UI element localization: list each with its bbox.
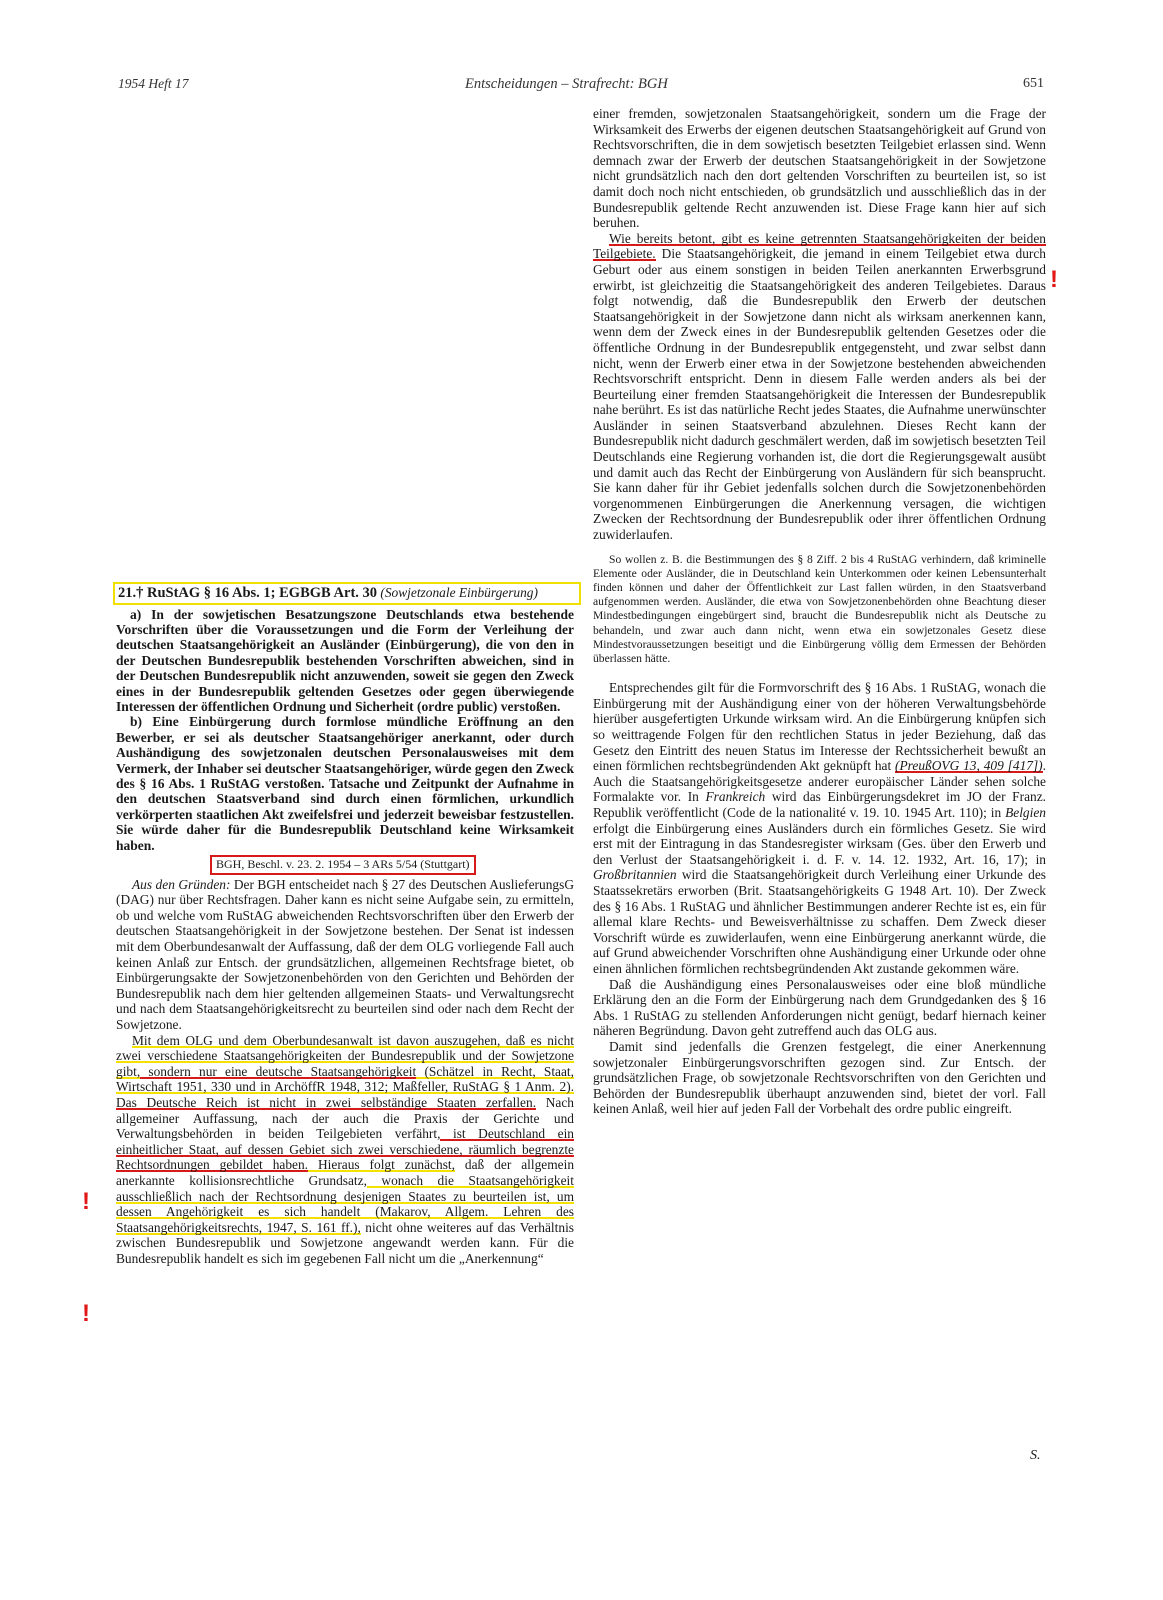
right-column	[593, 106, 1046, 1117]
decision-heading	[113, 582, 581, 605]
court-citation: BGH, Beschl. v. 23. 2. 1954 – 3 ARs 5/54 (Stuttgart)	[210, 855, 476, 875]
headnotes	[116, 607, 574, 854]
running-header-left: 1954 Heft 17	[118, 76, 189, 91]
margin-exclamation-mark: !	[82, 1188, 90, 1215]
highlight-yellow: wonach die Staatsangehörigkeit ausschließlich nach der Rechtsordnung desjenigen Staates zu beurteilen ist, um dessen Angehörigkeit es sich handelt (Makarov, Allgem. Lehren des Staatsangehörigkeitsrechts, 1947, S. 161 ff.),	[116, 1172, 575, 1235]
margin-exclamation-mark: !	[82, 1300, 90, 1327]
headnote-a: a) In der sowjetischen Besatzungszone Deutschlands etwa bestehende Vorschriften über die Voraussetzungen und die Form der Verleihung der deutschen Staatsangehörigkeit an Ausländer (Einbürgerung), die von den in der Deutschen Bundesrepublik bestehenden Vorschriften abweichen, sind in der Deutschen Bundesrepublik nicht anzuwenden, soweit sie gegen den Zweck eines in der Bundesrepublik geltenden Gesetzes oder gegen überwiegende Interessen der öffentlichen Ordnung und Sicherheit (ordre public) verstoßen.	[116, 606, 574, 715]
highlight-red-citation: (PreußOVG 13, 409 [417])	[895, 758, 1043, 774]
page-number: 651	[1023, 76, 1044, 91]
author-signature: S.	[1030, 1448, 1041, 1463]
highlight-red: ist Deutschland ein einheitlicher Staat, auf dessen Gebiet sich zwei verschiedene, räumlich begrenzte Rechtsordnungen gebildet haben.	[116, 1126, 574, 1173]
paragraph: Entsprechendes gilt für die Formvorschrift des § 16 Abs. 1 RuStAG, wonach die Einbürgerung mit der Aushändigung einer von der höheren Verwaltungsbehörde hierüber ausgefertigten Urkunde wirksam wird. An die Einbürgerung knüpfen sich so weittragende Folgen für den rechtlichen Status in jeder Beziehung, daß das Gesetz den Eintritt des neuen Status im Interesse der Rechtssicherheit bewußt an einen förmlichen rechtsbegründenden Akt geknüpft hat (PreußOVG 13, 409 [417]). Auch die Staatsangehörigkeitsgesetze anderer europäischer Länder sehen solche Formalakte vor. In Frankreich wird das Einbürgerungsdekret im JO der Franz. Republik veröffentlicht (Code de la nationalité v. 19. 10. 1945 Art. 110); in Belgien erfolgt die Einbürgerung eines Ausländers durch ein förmliches Gesetz. Sie wird erst mit der Eintragung in das Standesregister wirksam (Ges. über den Erwerb und den Verlust der Staatsangehörigkeit i. d. F. v. 14. 12. 1932, Art. 16, 17); in Großbritannien wird die Staatsangehörigkeit durch Verleihung einer Urkunde des Staatssekretärs erworben (Brit. Staatsangehörigkeits G 1948 Art. 10). Der Zweck des § 16 Abs. 1 RuStAG und ähnlicher Bestimmungen anderer Rechte ist es, ein für allemal klare Rechts- und Beweisverhältnisse zu schaffen. Dem Zweck dieser Vorschrift würde es zuwiderlaufen, wenn eine Einbürgerung anerkannt würde, die auf Grund abweichender Vorschriften ohne Aushändigung einer Urkunde oder ohne einen ähnlichen förmlichen rechtsbegründenden Akt zustande gekommen wäre.	[593, 680, 1047, 976]
paragraph: Daß die Aushändigung eines Personalausweises oder eine bloß mündliche Erklärung den an die Form der Einbürgerung nach dem Grundgedanken des § 16 Abs. 1 RuStAG zu stellenden Anforderungen nicht genügt, bedarf hiernach keiner näheren Begründung. Davon geht zutreffend auch das OLG aus.	[593, 976, 1046, 1039]
paragraph: Damit sind jedenfalls die Grenzen festgelegt, die einer Anerkennung sowjetzonaler Einbürgerungsvorschriften gezogen sind. Zur Entsch. der grundsätzlichen Frage, ob sowjetzonale Rechtsvorschriften von den Gerichten und Behörden der Bundesrepublik überhaupt anzuwenden sind, bietet der vorl. Fall keinen Anlaß, weil hier auf jeden Fall der Vorbehalt des ordre public eingreift.	[593, 1038, 1046, 1117]
section-label: Aus den Gründen:	[132, 876, 231, 892]
margin-exclamation-mark: !	[1050, 266, 1058, 293]
highlight-yellow: Mit dem OLG und dem Oberbundesanwalt ist davon auszugehen, daß es nicht zwei verschiedene Staatsangehörigkeiten der Bundesrepublik und der Sowjetzone gibt,	[116, 1032, 574, 1079]
highlight-red: sondern nur eine deutsche Staatsangehörigkeit	[140, 1063, 417, 1079]
decision-topic: (Sowjetzonale Einbürgerung)	[380, 585, 538, 600]
highlight-yellow: (Schätzel in Recht, Staat, Wirtschaft 1951, 330 und in ArchöffR 1948, 312; Maßfeller, RuStAG § 1 Anm. 2).	[116, 1063, 574, 1095]
paragraph: Wie bereits betont, gibt es keine getrennten Staatsangehörigkeiten der beiden Teilgebiete. Die Staatsangehörigkeit, die jemand in einem Teilgebiet etwa durch Geburt oder aus einem sonstigen in beiden Teilen anerkannten Erwerbsgrund erwirbt, ist gleichzeitig die Staatsangehörigkeit des anderen Teilgebietes. Daraus folgt notwendig, daß die Bundesrepublik den Erwerb der deutschen Staatsangehörigkeit in der Sowjetzone dann nicht als wirksam anerkennen kann, wenn dem der Zweck eines in der Bundesrepublik geltenden Gesetzes oder die öffentliche Ordnung in der Bundesrepublik entgegensteht, und zwar selbst dann nicht, wenn der Erwerb einer etwa in der Sowjetzone bestehenden abweichenden Rechtsvorschrift entspricht. Denn in diesem Falle werden anders als bei der Beurteilung einer fremden Staatsangehörigkeit die Interessen der Bundesrepublik nahe berührt. Es ist das natürliche Recht jedes Staates, die Aufnahme unerwünschter Ausländer in seinen Staatsverband abzulehnen. Dieses Recht kann der Bundesrepublik nicht dadurch geschmälert werden, daß im sowjetisch besetzten Teil Deutschlands eine Regierung vorhanden ist, die dort die Regierungsgewalt ausübt und damit auch das Recht der Einbürgerung von Ausländern für sich beansprucht. Sie kann daher für ihr Gebiet jedenfalls solchen durch die Sowjetzonenbehörden vorgenommenen Einbürgerungen die Anerkennung versagen, die wichtigen Zwecken der Rechtsordnung der Bundesrepublik oder ihrer öffentlichen Ordnung zuwiderlaufen.	[593, 230, 1046, 543]
paragraph: einer fremden, sowjetzonalen Staatsangehörigkeit, sondern um die Frage der Wirksamkeit des Erwerbs der eigenen deutschen Staatsangehörigkeit auf Grund von Rechtsvorschriften, die in dem sowjetisch besetzten Teilgebiet erlassen sind. Wenn demnach zwar der Erwerb der deutschen Staatsangehörigkeit in der Sowjetzone nicht grundsätzlich nach den dort geltenden Vorschriften zu beurteilen ist, so ist damit doch noch nicht entschieden, ob grundsätzlich und ausschließlich das in der Bundesrepublik geltende Recht anzuwenden ist. Diese Frage kann hier auf sich beruhen.	[593, 106, 1046, 231]
highlight-red: Das Deutsche Reich ist nicht in zwei selbständige Staaten zerfallen.	[116, 1095, 537, 1110]
paragraph: Mit dem OLG und dem Oberbundesanwalt ist davon auszugehen, daß es nicht zwei verschiedene Staatsangehörigkeiten der Bundesrepublik und der Sowjetzone gibt, sondern nur eine deutsche Staatsangehörigkeit (Schätzel in Recht, Staat, Wirtschaft 1951, 330 und in ArchöffR 1948, 312; Maßfeller, RuStAG § 1 Anm. 2). Das Deutsche Reich ist nicht in zwei selbständige Staaten zerfallen. Nach allgemeiner Auffassung, nach der auch die Praxis der Gerichte und Verwaltungsbehörden in beiden Teilgebieten verfährt, ist Deutschland ein einheitlicher Staat, auf dessen Gebiet sich zwei verschiedene, räumlich begrenzte Rechtsordnungen gebildet haben. Hieraus folgt zunächst, daß der allgemein anerkannte kollisionsrechtliche Grundsatz, wonach die Staatsangehörigkeit ausschließlich nach der Rechtsordnung desjenigen Staates zu beurteilen ist, um dessen Angehörigkeit es sich handelt (Makarov, Allgem. Lehren des Staatsangehörigkeitsrechts, 1947, S. 161 ff.), nicht ohne weiteres auf das Verhältnis zwischen Bundesrepublik und Sowjetzone angewandt werden kann. Für die Bundesrepublik handelt es sich im gegebenen Fall nicht um die „Anerkennung“	[116, 1032, 575, 1266]
left-column	[116, 582, 574, 1267]
highlight-yellow: Hieraus folgt zunächst,	[308, 1157, 455, 1173]
highlight-red: Wie bereits betont, gibt es keine getrennten Staatsangehörigkeiten der beiden Teilgebiete.	[593, 230, 1046, 262]
decision-number: 21.† RuStAG § 16 Abs. 1; EGBGB Art. 30	[118, 585, 378, 601]
running-header-title: Entscheidungen – Strafrecht: BGH	[465, 76, 668, 92]
footnote-paragraph: So wollen z. B. die Bestimmungen des § 8 Ziff. 2 bis 4 RuStAG verhindern, daß kriminelle Elemente oder Ausländer, die in Deutschland kein Unterkommen oder keinen Lebensunterhalt finden können und daher der Öffentlichkeit zur Last fallen würden, in den Staatsverband aufgenommen werden. Ausländer, die etwa von Sowjetzonenbehörden ohne Beachtung dieser Mindestbedingungen eingebürgert sind, braucht die Bundesrepublik nicht als Deutsche zu behandeln, und zwar auch dann nicht, wenn etwa ein sowjetzonales Gesetz diese Mindestvoraussetzungen beseitigt und die Einbürgerung völlig dem Ermessen der Behörden überlassen hätte.	[593, 552, 1046, 666]
headnote-b: b) Eine Einbürgerung durch formlose mündliche Eröffnung an den Bewerber, er sei als deutscher Staatsangehöriger anerkannt, oder durch Aushändigung des sowjetzonalen deutschen Personalausweises mit dem Vermerk, der Inhaber sei deutscher Staatsangehöriger, würde gegen den Zweck des § 16 Abs. 1 RuStAG verstoßen. Tatsache und Zeitpunkt der Aufnahme in den deutschen Staatsverband sind durch einen förmlichen, urkundlich verkörperten staatlichen Akt zweifelsfrei und jederzeit beweisbar festzustellen. Sie würde daher für die Bundesrepublik Deutschland keine Wirksamkeit haben.	[116, 714, 574, 853]
paragraph: Aus den Gründen: Der BGH entscheidet nach § 27 des Deutschen AuslieferungsG (DAG) nur über Rechtsfragen. Daher kann es nicht seine Aufgabe sein, zu ermitteln, ob und welche vom RuStAG abweichenden Rechtsvorschriften über den Erwerb der deutschen Staatsangehörigkeit in der Sowjetzone bestehen. Der Senat ist indessen mit dem Oberbundesanwalt der Auffassung, daß der dem OLG vorliegende Fall auch keinen Anlaß zur Entsch. der grundsätzlichen, allgemeinen Rechtsfrage bietet, ob Einbürgerungsakte der Sowjetzonenbehörden von den Gerichten und Behörden der Bundesrepublik nach dem hier geltenden allgemeinen Staats- und Verwaltungsrecht und nach dem Staatsangehörigkeitsrecht zu beurteilen sind oder nach dem Recht der Sowjetzone.	[116, 876, 574, 1033]
